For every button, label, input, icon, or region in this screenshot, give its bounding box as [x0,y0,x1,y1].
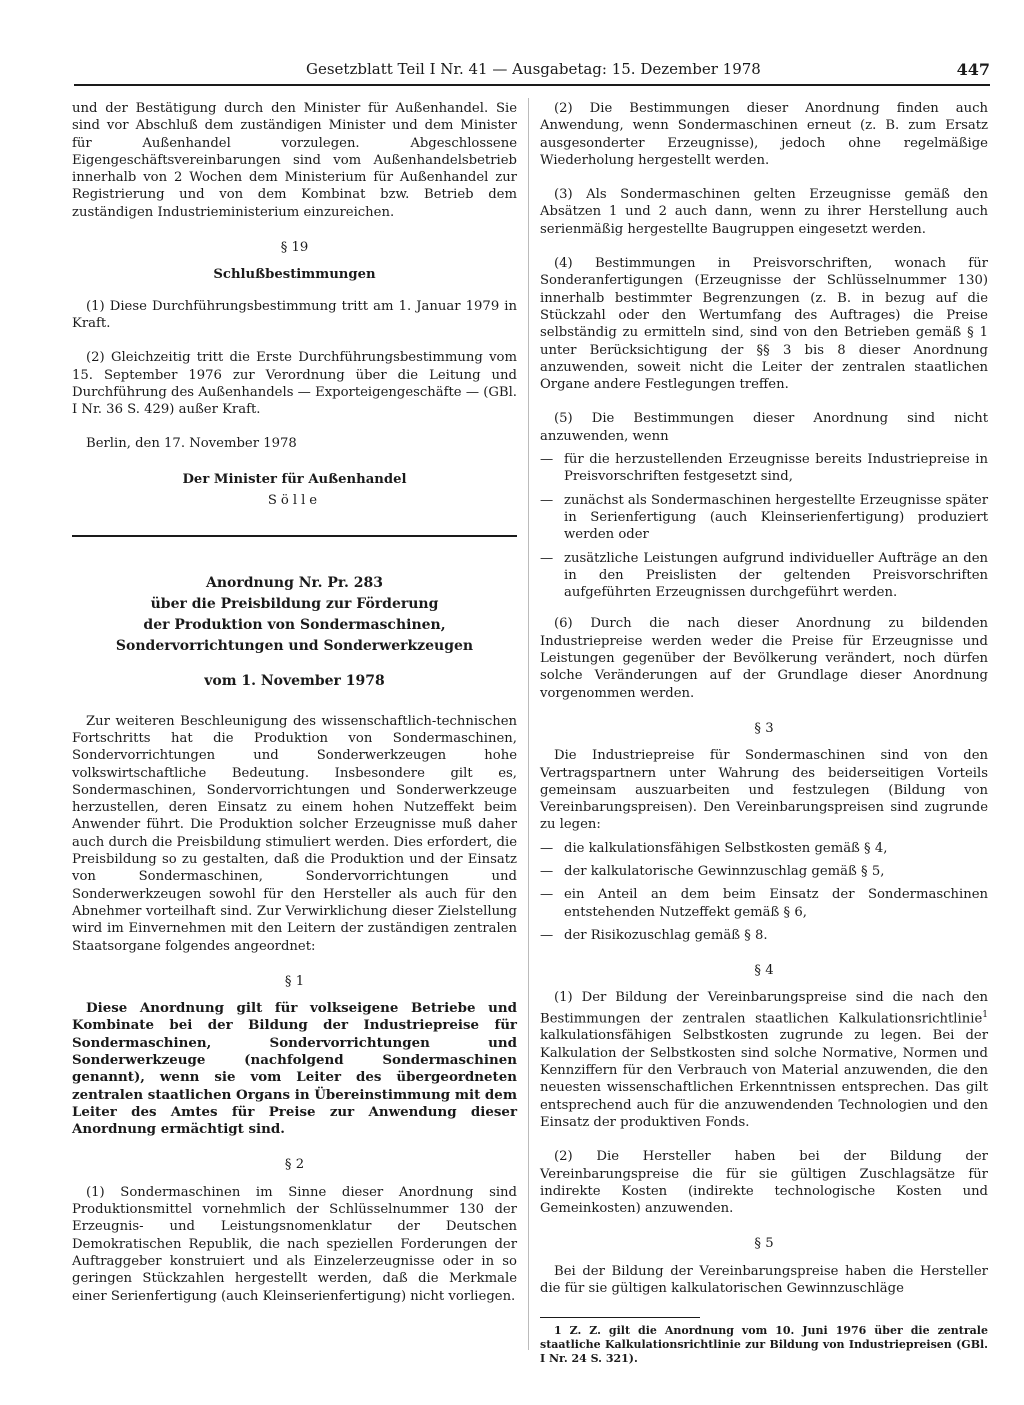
ordinance-title-line-3: der Produktion von Sondermaschinen, [143,617,446,634]
ordinance-title [72,573,517,657]
section-2-para-4: (4) Bestimmungen in Preisvorschriften, wonach für Sonderanfertigungen (Erzeugnisse der Schlüsselnummer 130) innerhalb bestimmter Begrenzungen (z. B. in bezug auf die Stückzahl oder den Wertumfang des Auftrages) die Preise selbständig zu ermitteln sind, sind von den Betrieben gemäß § 1 unter Berücksichtigung der §§ 3 bis 8 dieser Anordnung anzuwenden, soweit nicht die Leiter der zentralen staatlichen Organe andere Festlegungen treffen. [540,256,988,393]
ordinance-title-line-2: über die Preisbildung zur Förderung [150,596,439,613]
list-item: — der Risikozuschlag gemäß § 8. [540,927,768,943]
footnote-ref: 1 [982,1009,988,1020]
page-number: 447 [956,60,990,79]
header-title: Gesetzblatt Teil I Nr. 41 — Ausgabetag: 15. Dezember 1978 [306,60,761,78]
section-2-number: § 2 [284,1157,305,1173]
footnote: 1 Z. Z. gilt die Anordnung vom 10. Juni 1976 über die zentrale staatliche Kalkulationsrichtlinie zur Bildung von Industriepreisen (GBl. I Nr. 24 S. 321). [540,1324,988,1366]
intro-paragraph: und der Bestätigung durch den Minister für Außenhandel. Sie sind vor Abschluß dem zuständigen Minister und dem Minister für Außenhandel vorzulegen. Abgeschlossene Eigengeschäftsvereinbarungen sind vom Außenhandelsbetrieb innerhalb von 2 Wochen dem Ministerium für Außenhandel zur Registrierung und von dem Kombinat bzw. Betrieb dem zuständigen Industrieministerium einzureichen. [72,101,517,220]
section-1-text: Diese Anordnung gilt für volkseigene Betriebe und Kombinate bei der Bildung der Industriepreise für Sondermaschinen, Sondervorrichtungen und Sonderwerkzeuge (nachfolgend Sondermaschinen genannt), wenn sie vom Leiter des übergeordneten zentralen staatlichen Organs in Übereinstimmung mit dem Leiter des Amtes für Preise zur Anwendung dieser Anordnung ermächtigt sind. [72,1000,517,1138]
place-date: Berlin, den 17. November 1978 [86,436,297,452]
section-4-para-2: (2) Die Hersteller haben bei der Bildung der Vereinbarungspreise die für sie gültigen Zuschlagsätze für indirekte Kosten (indirekte technologische Kosten und Gemeinkosten) anzuwenden. [540,1149,988,1217]
section-4-para-1: (1) Der Bildung der Vereinbarungspreise sind die nach den Bestimmungen der zentralen staatlichen Kalkulationsrichtlinie$^1$ kalkulationsfähigen Selbstkosten zugrunde zu legen. Bei der Kalkulation der Selbstkosten sind solche Normative, Normen und Kennziffern für den Verbrauch von Material anzuwenden, die den neuesten wissenschaftlichen Erkenntnissen entsprechen. Das gilt entsprechend auch für die anzuwendenden Technologien und den Einsatz der produktiven Fonds. [540,990,988,1130]
section-2-para-2: (2) Die Bestimmungen dieser Anordnung finden auch Anwendung, wenn Sondermaschinen erneut (z. B. zum Ersatz ausgesonderter Erzeugnisse), jedoch ohne regelmäßige Wiederholung hergestellt werden. [540,101,988,168]
section-3-number: § 3 [754,720,774,736]
section-4-number: § 4 [754,963,774,979]
ordinance-title-line-4: Sondervorrichtungen und Sonderwerkzeugen [115,638,474,655]
header-rule [74,84,990,86]
section-19-number: § 19 [280,240,309,256]
section-5-number: § 5 [754,1236,774,1252]
footnote-rule [540,1317,700,1318]
ordinance-date: vom 1. November 1978 [204,673,385,690]
column-divider [528,98,529,1350]
right-column [540,100,988,1366]
section-2-para-5-list [540,451,988,601]
list-item: — zunächst als Sondermaschinen hergestellte Erzeugnisse später in Serienfertigung (auch Kleinserienfertigung) produziert werden oder [540,492,988,543]
list-item: — ein Anteil an dem beim Einsatz der Sondermaschinen entstehenden Nutzeffekt gemäß § 6, [540,887,988,920]
list-item: — für die herzustellenden Erzeugnisse bereits Industriepreise in Preisvorschriften festgesetzt sind, [540,452,988,485]
page-header [74,60,990,82]
preamble: Zur weiteren Beschleunigung des wissenschaftlich-technischen Fortschritts hat die Produktion von Sondermaschinen, Sondervorrichtungen und Sonderwerkzeugen hohe volkswirtschaftliche Bedeutung. Insbesondere gilt es, Sondermaschinen, Sondervorrichtungen und Sonderwerkzeuge herzustellen, deren Einsatz zu einem hohen Nutzeffekt beim Anwender führt. Die Produktion solcher Erzeugnisse muß daher auch durch die Preisbildung stimuliert werden. Dies erfordert, die Preisbildung so zu gestalten, daß die Produktion und der Einsatz von Sondermaschinen, Sondervorrichtungen und Sonderwerkzeugen sowohl für den Hersteller als auch für den Abnehmer vorteilhaft sind. Zur Verwirklichung dieser Zielstellung wird im Einvernehmen mit den Leitern der zuständigen zentralen Staatsorgane folgendes angeordnet: [72,713,517,954]
minister-name: Sölle [267,493,322,509]
section-3-list [540,840,988,944]
section-2-para-6: (6) Durch die nach dieser Anordnung zu bildenden Industriepreise werden weder die Preise für Erzeugnisse und Leistungen gegenüber der Bevölkerung verändert, noch dürfen solche Veränderungen auf der Grundlage dieser Anordnung vorgenommen werden. [540,616,988,701]
section-19-para-1: (1) Diese Durchführungsbestimmung tritt am 1. Januar 1979 in Kraft. [72,298,517,331]
section-19-title: Schlußbestimmungen [213,267,376,283]
section-divider [72,535,517,537]
section-2-para-1: (1) Sondermaschinen im Sinne dieser Anordnung sind Produktionsmittel vornehmlich der Schlüsselnummer 130 der Erzeugnis- und Leistungsnomenklatur der Deutschen Demokratischen Republik, die nach speziellen Forderungen der Auftraggeber konstruiert und als Einzelerzeugnisse oder in so geringen Stückzahlen hergestellt werden, daß die Merkmale einer Serienfertigung (auch Kleinserienfertigung) nicht vorliegen. [72,1184,517,1304]
section-2-para-3: (3) Als Sondermaschinen gelten Erzeugnisse gemäß den Absätzen 1 und 2 auch dann, wenn zu ihrer Herstellung auch serienmäßig hergestellte Baugruppen eingesetzt werden. [540,187,988,237]
list-item: — zusätzliche Leistungen aufgrund individueller Aufträge an den in den Preislisten der geltenden Preisvorschriften aufgeführten Erzeugnissen durchgeführt werden. [540,550,988,601]
section-1-number: § 1 [284,973,305,989]
minister-title: Der Minister für Außenhandel [182,471,407,487]
ordinance-title-line-1: Anordnung Nr. Pr. 283 [206,575,383,592]
section-3-text: Die Industriepreise für Sondermaschinen sind von den Vertragspartnern unter Wahrung des beiderseitigen Vorteils gemeinsam auszuarbeiten und festzulegen (Bildung von Vereinbarungspreisen). Den Vereinbarungspreisen sind zugrunde zu legen: [540,748,988,833]
left-column [72,100,517,1322]
list-item: — der kalkulatorische Gewinnzuschlag gemäß § 5, [540,863,885,879]
list-item: — die kalkulationsfähigen Selbstkosten gemäß § 4, [540,840,888,856]
section-5-text: Bei der Bildung der Vereinbarungspreise haben die Hersteller die für sie gültigen kalkulatorischen Gewinnzuschläge [540,1263,988,1297]
section-19-para-2: (2) Gleichzeitig tritt die Erste Durchführungsbestimmung vom 15. September 1976 zur Verordnung über die Leitung und Durchführung des Außenhandels — Exporteigengeschäfte — (GBl. I Nr. 36 S. 429) außer Kraft. [72,350,517,418]
section-2-para-5: (5) Die Bestimmungen dieser Anordnung sind nicht anzuwenden, wenn [540,411,988,444]
